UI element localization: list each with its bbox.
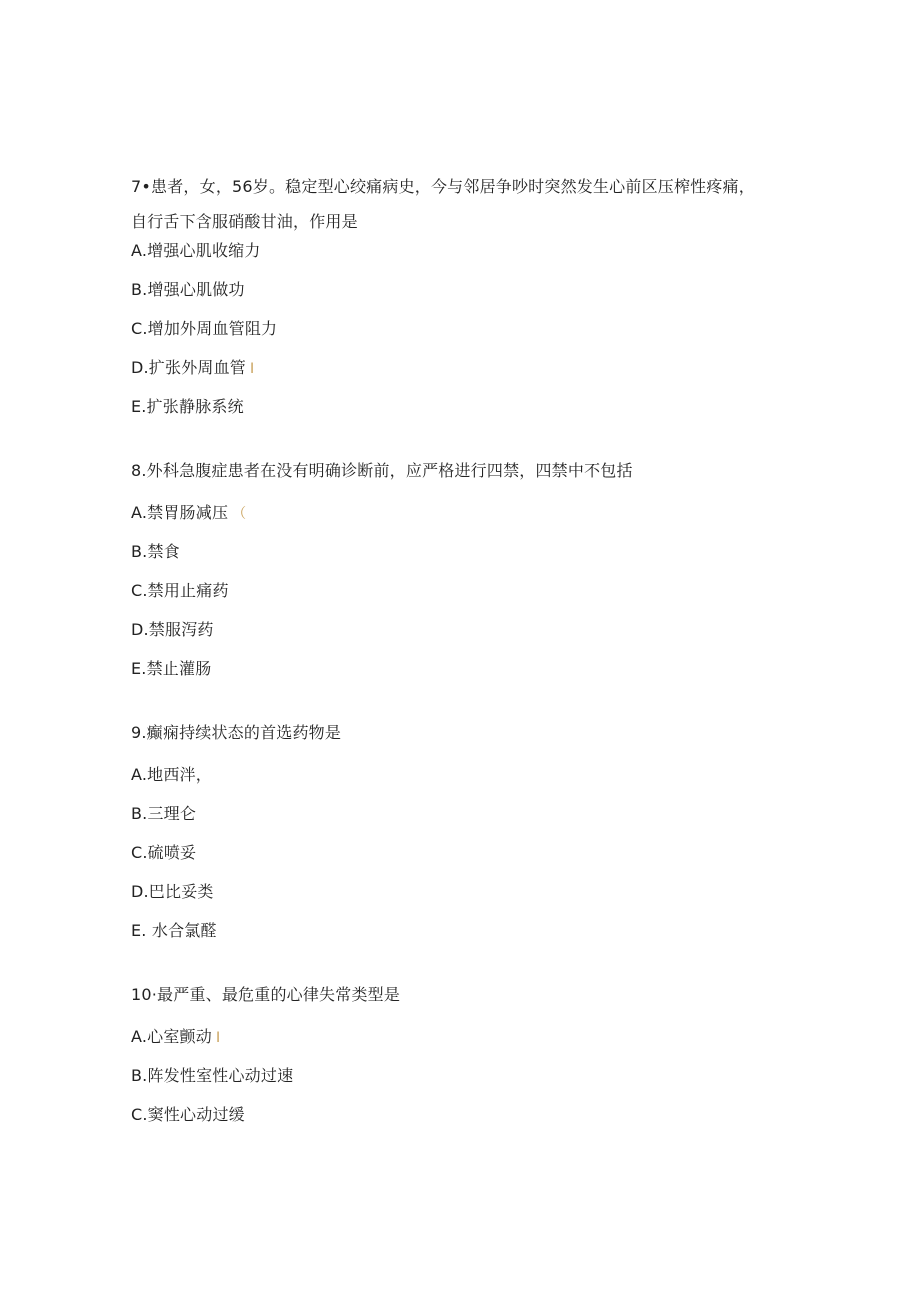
question-10-option-c: C.窦性心动过缓 [131, 1105, 245, 1124]
question-7-option-b: B.增强心肌做功 [131, 280, 245, 299]
question-8-stem: 8.外科急腹症患者在没有明确诊断前，应严格进行四禁，四禁中不包括 [131, 461, 633, 480]
question-9-option-d: D.巴比妥类 [131, 882, 214, 901]
question-8-option-a [131, 503, 246, 524]
option-text: D.扩张外周血管 [131, 358, 247, 377]
question-7-stem-line-1: 7•患者，女，56岁。稳定型心绞痛病史，今与邻居争吵时突然发生心前区压榨性疼痛， [131, 177, 755, 196]
question-8-option-c: C.禁用止痛药 [131, 581, 229, 600]
question-8-option-d: D.禁服泻药 [131, 620, 214, 639]
stray-mark: I [250, 361, 255, 377]
option-text: A.禁胃肠减压 [131, 503, 229, 522]
stray-mark: （ [232, 506, 247, 522]
stray-mark: I [215, 1030, 221, 1046]
option-text: A.心室颤动 [131, 1027, 212, 1046]
question-8-option-b: B.禁食 [131, 542, 180, 561]
question-9-option-a: A.地西泮， [131, 765, 212, 784]
question-8-option-e: E.禁止灌肠 [131, 659, 212, 678]
question-7-option-c: C.增加外周血管阻力 [131, 319, 278, 338]
question-7-option-a: A.增强心肌收缩力 [131, 241, 261, 260]
question-9-stem: 9.癫痫持续状态的首选药物是 [131, 723, 342, 742]
question-10-stem: 10·最严重、最危重的心律失常类型是 [131, 985, 401, 1004]
question-9-option-c: C.硫喷妥 [131, 843, 197, 862]
question-10-option-b: B.阵发性室性心动过速 [131, 1066, 294, 1085]
question-10-option-a [131, 1027, 220, 1048]
question-7-stem-line-2: 自行舌下含服硝酸甘油，作用是 [131, 212, 358, 231]
question-9-option-e: E. 水合氯醛 [131, 921, 217, 940]
question-9-option-b: B.三理仑 [131, 804, 197, 823]
question-7-option-d [131, 358, 254, 379]
question-7-option-e: E.扩张静脉系统 [131, 397, 244, 416]
